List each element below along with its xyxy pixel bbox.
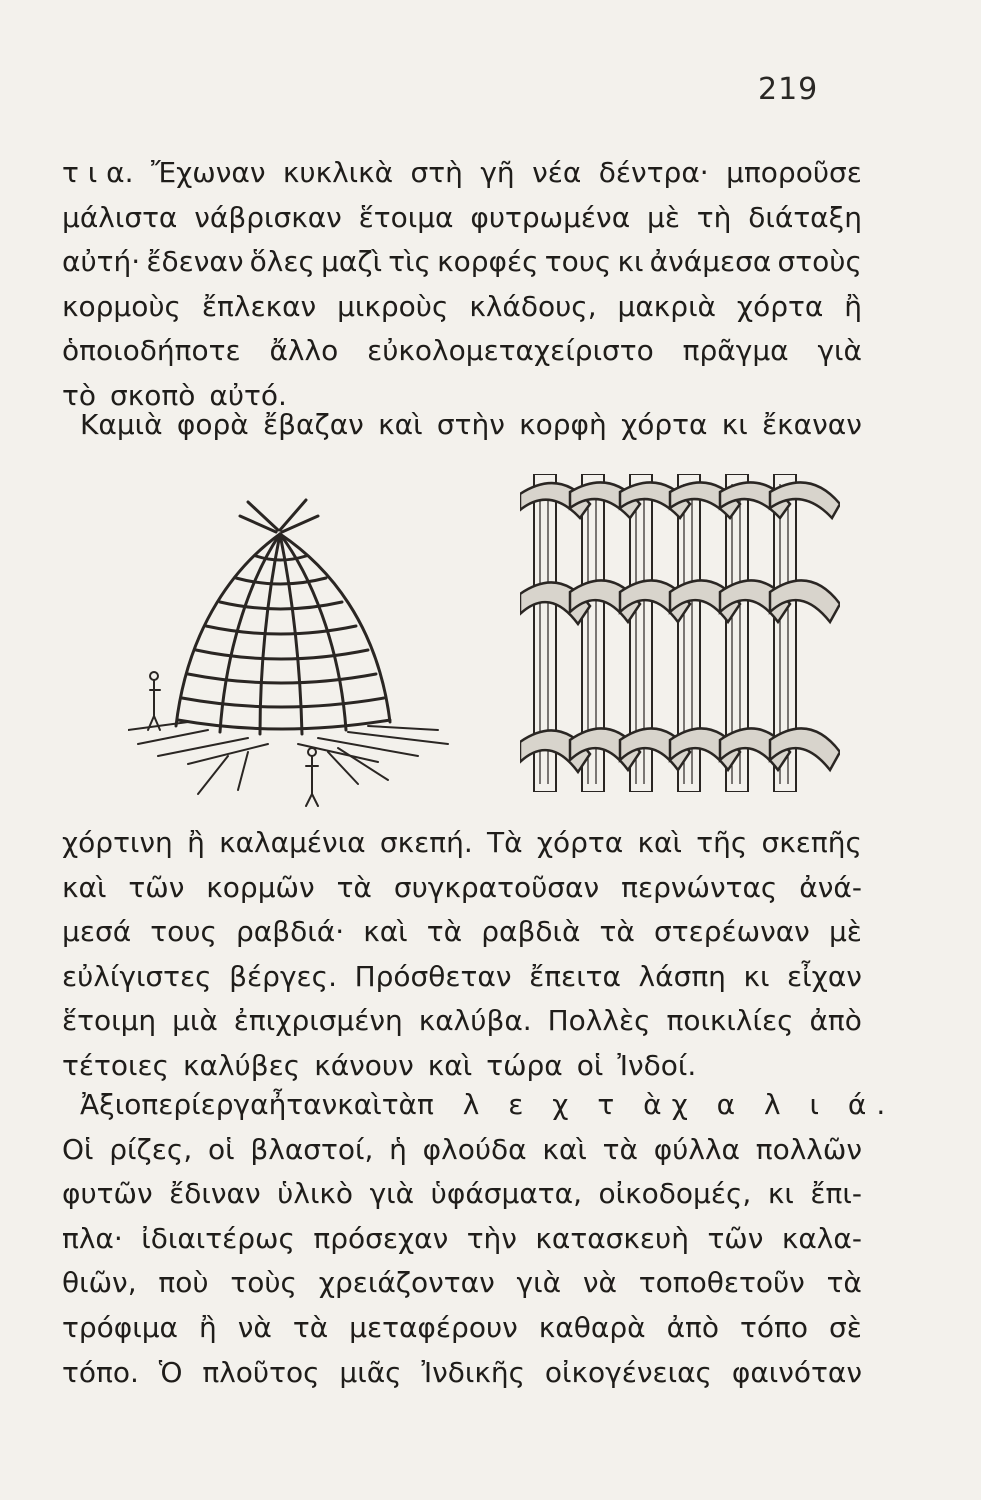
- word: Πολλὲς: [547, 1004, 651, 1038]
- word: καὶ: [542, 1132, 587, 1166]
- word: ἐπιχρισμένη: [233, 1004, 403, 1038]
- word: μὲ: [828, 915, 862, 949]
- word: μακριὰ: [617, 289, 717, 323]
- word: ἔπειτα: [529, 959, 621, 993]
- word: τους: [544, 245, 612, 279]
- word: ἕτοιμα: [358, 200, 454, 234]
- word: τοποθετοῦν: [638, 1266, 805, 1300]
- word: θιῶν,: [62, 1266, 137, 1300]
- word: χόρτα: [736, 289, 824, 323]
- word: τῶν: [707, 1221, 764, 1255]
- word: οἰκοδομές,: [598, 1177, 752, 1211]
- text-line: [62, 1048, 862, 1084]
- word: νὰ: [582, 1266, 617, 1300]
- word: γιὰ: [369, 1177, 415, 1211]
- word: μὲ: [647, 200, 680, 234]
- word: τ ι α.: [62, 156, 134, 189]
- word: λάσπη: [638, 959, 726, 993]
- word: κι: [767, 1177, 794, 1211]
- text-line: [62, 1355, 862, 1391]
- word: εἶχαν: [787, 959, 862, 993]
- word: πλα·: [62, 1221, 123, 1255]
- word: κλάδους,: [469, 289, 597, 323]
- word: γιὰ: [516, 1266, 562, 1300]
- word: τὶς: [388, 245, 431, 279]
- word: κορφὴ: [519, 408, 607, 441]
- word: ἔδιναν: [169, 1177, 261, 1211]
- word: Ἰνδοί.: [617, 1049, 697, 1082]
- word: σκεπή.: [379, 826, 473, 859]
- word: στὴν: [436, 408, 505, 441]
- word: μεταφέρουν: [349, 1311, 518, 1344]
- word: φυτῶν: [62, 1177, 153, 1211]
- word: ὅλες: [249, 245, 315, 279]
- word: καλα-: [781, 1221, 862, 1255]
- word: κορμῶν: [206, 870, 315, 904]
- word: χ α λ ι ά.: [671, 1088, 896, 1121]
- word: τόπο: [740, 1311, 809, 1344]
- word: Ἔχωναν: [150, 156, 266, 189]
- word: δέντρα·: [598, 156, 709, 189]
- word: φορὰ: [176, 408, 249, 441]
- word: οἱ: [576, 1049, 604, 1082]
- word: τους: [150, 915, 217, 949]
- word: περνώντας: [621, 870, 778, 904]
- word: ἡ: [389, 1132, 407, 1166]
- word: βέργες.: [229, 959, 337, 993]
- word: καὶ: [378, 408, 423, 441]
- text-line: [62, 1310, 862, 1346]
- word: ραβδιά·: [236, 915, 345, 949]
- word: βλαστοί,: [250, 1132, 374, 1166]
- word: ἔκαναν: [762, 408, 862, 441]
- text-line: [62, 914, 862, 950]
- word: ποικιλίες: [666, 1004, 794, 1038]
- word: μεσά: [62, 915, 132, 949]
- word: χόρτα: [621, 408, 708, 441]
- text-line: [62, 289, 862, 325]
- word: κάνουν: [314, 1049, 414, 1082]
- word: διάταξη: [748, 200, 862, 234]
- word: χόρτινη: [62, 826, 173, 859]
- word: ἕτοιμη: [62, 1004, 157, 1038]
- word: Καμιὰ: [80, 408, 163, 441]
- word: ποὺ: [158, 1266, 209, 1300]
- text-line: [62, 1265, 862, 1301]
- text-line: [62, 200, 862, 236]
- word: σκεπῆς: [761, 826, 862, 859]
- hut-frame-illustration: [128, 494, 458, 812]
- word: μάλιστα: [62, 200, 178, 234]
- word: εὐλίγιστες: [62, 959, 212, 993]
- word: ἀπὸ: [809, 1004, 862, 1038]
- word: μιὰ: [172, 1004, 218, 1038]
- word: μποροῦσε: [726, 156, 862, 189]
- word: τόπο.: [62, 1355, 139, 1389]
- text-line: [62, 870, 862, 906]
- word: συγκρατοῦσαν: [393, 870, 600, 904]
- word: Τὰ: [487, 826, 523, 859]
- word: φυτρωμένα: [470, 200, 631, 234]
- page-number: 219: [758, 72, 819, 107]
- text-line: [62, 1176, 862, 1212]
- word: κατασκευὴ: [535, 1221, 689, 1255]
- word: ἰδιαιτέρως: [141, 1221, 295, 1255]
- text-line: [80, 1087, 896, 1123]
- word: π λ ε χ τ ὰ: [417, 1088, 672, 1121]
- word: κορμοὺς: [62, 289, 181, 323]
- word: ραβδιὰ: [481, 915, 581, 949]
- word: χρειάζονταν: [318, 1266, 495, 1300]
- text-line: [62, 155, 862, 191]
- word: ἦταν: [268, 1088, 338, 1121]
- word: γιὰ: [817, 334, 862, 368]
- word: τὴ: [696, 200, 732, 234]
- text-line: [62, 1132, 862, 1168]
- word: ἢ: [198, 1311, 217, 1344]
- word: ἔδεναν: [146, 245, 244, 279]
- word: χόρτα: [536, 826, 624, 859]
- word: τὰ: [602, 1132, 638, 1166]
- word: ἀπὸ: [666, 1311, 720, 1344]
- word: καὶ: [62, 870, 107, 904]
- word: τὰ: [426, 915, 463, 949]
- word: καὶ: [637, 826, 682, 859]
- text-line: [62, 825, 862, 861]
- text-line: [62, 1003, 862, 1039]
- word: μικροὺς: [337, 289, 449, 323]
- word: πλοῦτος: [202, 1355, 320, 1389]
- word: οἱ: [208, 1132, 235, 1166]
- word: ρίζες,: [109, 1132, 193, 1166]
- word: στοὺς: [777, 245, 862, 279]
- word: ὁποιοδήποτε: [62, 334, 241, 368]
- word: ἄλλο: [269, 334, 339, 368]
- word: μαζὶ: [321, 245, 383, 279]
- word: ἀνά-: [799, 870, 862, 904]
- word: αὐτή·: [62, 245, 141, 279]
- text-line: [80, 407, 862, 443]
- word: ἔπι-: [810, 1177, 862, 1211]
- word: τὰ: [826, 1266, 862, 1300]
- word: τὸ: [62, 379, 96, 412]
- word: πολλῶν: [755, 1132, 862, 1166]
- word: εὐκολομεταχείριστο: [367, 334, 654, 368]
- word: κι: [743, 959, 770, 993]
- word: στὴ: [410, 156, 463, 189]
- word: φαινόταν: [731, 1355, 862, 1389]
- word: καλαμένια: [219, 826, 366, 859]
- word: ἢ: [187, 826, 205, 859]
- word: μιᾶς: [339, 1355, 402, 1389]
- word: Οἱ: [62, 1132, 94, 1166]
- word: στερέωναν: [653, 915, 810, 949]
- word: φλούδα: [422, 1132, 527, 1166]
- word: καὶ: [363, 915, 408, 949]
- word: οἰκογένειας: [544, 1355, 712, 1389]
- word: καλύβες: [183, 1049, 301, 1082]
- word: πρᾶγμα: [682, 334, 789, 368]
- word: τὰ: [599, 915, 635, 949]
- word: τὰ: [292, 1311, 329, 1344]
- word: τρόφιμα: [62, 1311, 178, 1344]
- word: νέα: [532, 156, 582, 189]
- word: τῶν: [128, 870, 185, 904]
- weave-texture-illustration: [520, 474, 840, 792]
- word: τὴν: [466, 1221, 517, 1255]
- word: ἀνάμεσα: [649, 245, 772, 279]
- word: ἔβαζαν: [263, 408, 364, 441]
- word: γῆ: [480, 156, 515, 189]
- text-line: [62, 1221, 862, 1257]
- word: νάβρισκαν: [194, 200, 342, 234]
- word: τέτοιες: [62, 1049, 170, 1082]
- word: κυκλικὰ: [282, 156, 394, 189]
- word: Ὁ: [158, 1355, 183, 1389]
- word: Ἰνδικῆς: [421, 1355, 526, 1389]
- word: τῆς: [696, 826, 748, 859]
- word: τώρα: [486, 1049, 563, 1082]
- word: νὰ: [237, 1311, 272, 1344]
- word: σὲ: [829, 1311, 862, 1344]
- word: τὰ: [381, 1088, 418, 1121]
- word: φύλλα: [653, 1132, 740, 1166]
- word: πρόσεχαν: [313, 1221, 449, 1255]
- word: ὑλικὸ: [277, 1177, 354, 1211]
- word: καὶ: [427, 1049, 473, 1082]
- word: κορφές: [437, 245, 539, 279]
- word: τοὺς: [230, 1266, 297, 1300]
- word: καθαρὰ: [538, 1311, 646, 1344]
- text-line: [62, 959, 862, 995]
- text-line: [62, 333, 862, 369]
- word: ὑφάσματα,: [430, 1177, 583, 1211]
- word: αὐτό.: [209, 379, 287, 412]
- word: ἢ: [844, 289, 862, 323]
- text-line: [62, 244, 862, 280]
- word: καὶ: [337, 1088, 382, 1121]
- word: τὰ: [336, 870, 372, 904]
- word: Ἀξιοπερίεργα: [80, 1088, 269, 1121]
- word: Πρόσθεταν: [354, 959, 512, 993]
- word: κι: [617, 245, 644, 279]
- word: καλύβα.: [418, 1004, 532, 1038]
- word: ἔπλεκαν: [201, 289, 317, 323]
- word: κι: [721, 408, 748, 441]
- word: σκοπὸ: [110, 379, 196, 412]
